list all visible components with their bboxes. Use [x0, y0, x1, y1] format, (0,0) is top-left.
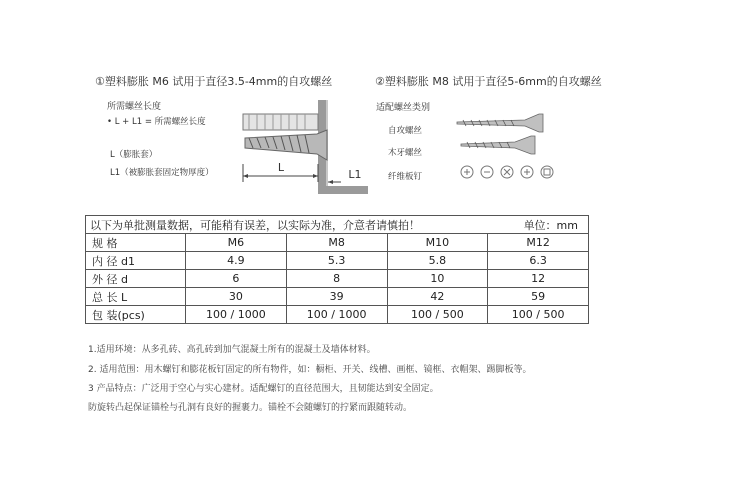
- spec-table: [85, 215, 589, 324]
- table-unit: 单位：mm: [523, 218, 578, 232]
- screw-type-fiberboard: 纤维板钉: [388, 172, 423, 182]
- column-header: M12: [488, 234, 589, 252]
- table-cell: 4.9: [186, 252, 287, 270]
- screw-types-illustration: [455, 110, 565, 190]
- length-formula: • L + L1 = 所需螺丝长度: [107, 117, 206, 127]
- table-header-row: [86, 234, 589, 252]
- note-4: 防旋转凸起保证锚栓与孔洞有良好的握裹力。锚栓不会随螺钉的拧紧而跟随转动。: [88, 403, 413, 413]
- legend-l: L（膨胀套）: [110, 150, 158, 160]
- row-label: 内 径 d1: [86, 252, 186, 270]
- plastic-anchor: [243, 114, 318, 130]
- dimension-l1: [328, 180, 341, 184]
- row-label: 包 装(pcs): [86, 306, 186, 324]
- table-row: [86, 288, 589, 306]
- table-notice-row: [86, 216, 589, 234]
- table-cell: 5.3: [286, 252, 387, 270]
- note-1: 1.适用环境：从多孔砖、高孔砖到加气混凝土所有的混凝土及墙体材料。: [88, 345, 376, 355]
- table-cell: 12: [488, 270, 589, 288]
- dim-l1-label: L1: [348, 168, 362, 181]
- dim-l-label: L: [277, 161, 285, 174]
- header-label: 规 格: [86, 234, 186, 252]
- table-cell: 100 / 1000: [286, 306, 387, 324]
- row-label: 外 径 d: [86, 270, 186, 288]
- self-tapping-screw-icon: [457, 114, 543, 132]
- column-header: M6: [186, 234, 287, 252]
- table-cell: 10: [387, 270, 488, 288]
- row-label: 总 长 L: [86, 288, 186, 306]
- note-2: 2. 适用范围：用木螺钉和膨花板钉固定的所有物件，如：橱柜、开关、线槽、画框、镜框、衣帽架、踢脚板等。: [88, 365, 532, 375]
- note-3: 3 产品特点：广泛用于空心与实心建材。适配螺钉的直径范围大，且韧能达到安全固定。: [88, 384, 439, 394]
- table-row: [86, 306, 589, 324]
- screw-type-wood: 木牙螺丝: [388, 148, 423, 158]
- screw-types-label: 适配螺丝类别: [376, 103, 431, 113]
- table-row: [86, 252, 589, 270]
- section1-title: ①塑料膨胀 M6 试用于直径3.5-4mm的自攻螺丝: [95, 75, 333, 88]
- column-header: M10: [387, 234, 488, 252]
- wood-screw-icon: [461, 136, 535, 154]
- table-cell: 6: [186, 270, 287, 288]
- table-cell: 100 / 1000: [186, 306, 287, 324]
- legend-l1: L1（被膨胀套固定物厚度）: [110, 168, 214, 178]
- table-cell: 42: [387, 288, 488, 306]
- anchor-diagram: [235, 98, 375, 198]
- table-cell: 100 / 500: [387, 306, 488, 324]
- table-cell: 5.8: [387, 252, 488, 270]
- table-cell: 8: [286, 270, 387, 288]
- table-cell: 59: [488, 288, 589, 306]
- table-cell: 30: [186, 288, 287, 306]
- table-cell: 100 / 500: [488, 306, 589, 324]
- fiberboard-nail-icon: [461, 166, 553, 178]
- table-cell: 39: [286, 288, 387, 306]
- table-row: [86, 270, 589, 288]
- table-notice: 以下为单批测量数据，可能稍有误差，以实际为准，介意者请慎拍！: [90, 218, 420, 232]
- screw: [245, 130, 327, 160]
- column-header: M8: [286, 234, 387, 252]
- screw-type-self-tapping: 自攻螺丝: [388, 126, 423, 136]
- table-cell: 6.3: [488, 252, 589, 270]
- section2-title: ②塑料膨胀 M8 试用于直径5-6mm的自攻螺丝: [375, 75, 602, 88]
- required-length-label: 所需螺丝长度: [107, 102, 162, 112]
